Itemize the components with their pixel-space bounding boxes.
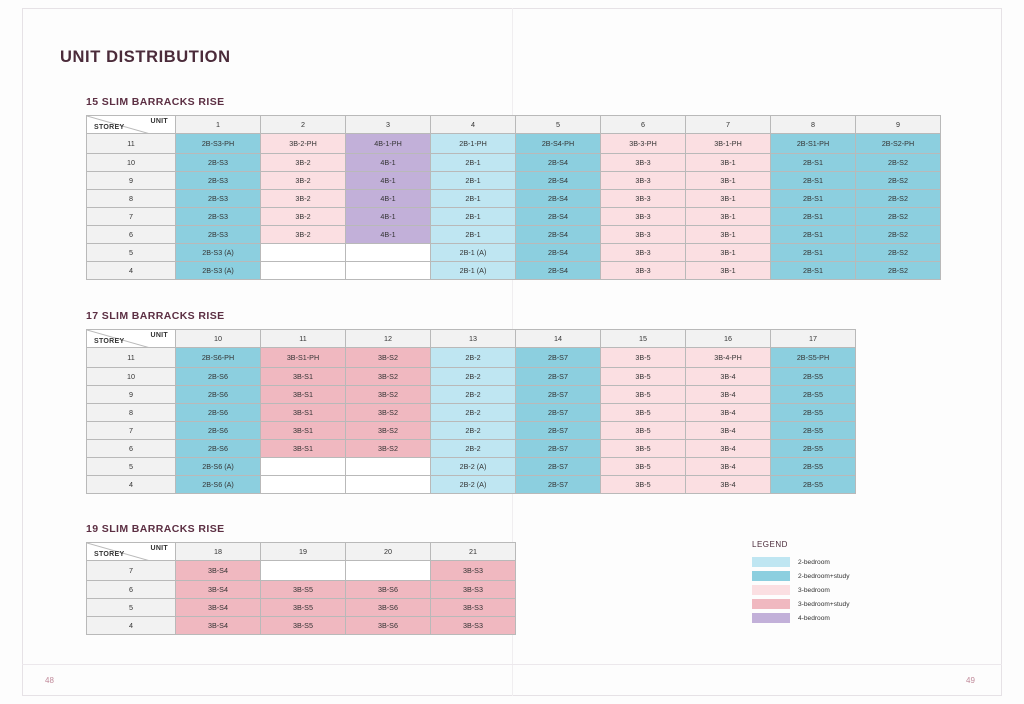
legend-swatch [752,599,790,609]
unit-cell: 3B-S6 [346,599,431,617]
unit-distribution-grid [86,542,516,635]
storey-label-cell: 7 [87,422,176,440]
unit-distribution-table-15 [86,115,941,280]
unit-cell-empty [346,262,431,280]
unit-cell: 3B-4 [686,422,771,440]
unit-cell: 3B-4-PH [686,348,771,368]
unit-cell: 3B-S1 [261,386,346,404]
unit-cell: 2B-S4 [516,172,601,190]
unit-cell: 2B-S2 [856,190,941,208]
table-row [87,617,516,635]
unit-cell-empty [261,476,346,494]
unit-cell: 3B-S5 [261,617,346,635]
unit-cell: 3B-3 [601,244,686,262]
table-row [87,476,856,494]
storey-label-cell: 6 [87,226,176,244]
unit-cell: 2B-S2 [856,208,941,226]
legend-label: 3-bedroom [798,586,830,594]
legend-rows [752,557,952,623]
table-row [87,386,856,404]
unit-column-header: 21 [431,543,516,561]
legend-swatch [752,613,790,623]
unit-cell: 2B-S4-PH [516,134,601,154]
storey-label-cell: 9 [87,172,176,190]
storey-label-cell: 10 [87,154,176,172]
unit-cell: 3B-5 [601,422,686,440]
unit-distribution-table-17 [86,329,856,494]
unit-cell: 3B-S1 [261,368,346,386]
unit-cell: 3B-S3 [431,617,516,635]
unit-cell: 3B-S3 [431,561,516,581]
unit-cell: 2B-S1 [771,208,856,226]
unit-cell-empty [261,262,346,280]
page-title: UNIT DISTRIBUTION [60,48,231,66]
unit-cell: 3B-3 [601,154,686,172]
unit-cell: 2B-S7 [516,404,601,422]
unit-cell: 2B-1 [431,172,516,190]
unit-column-header: 17 [771,330,856,348]
unit-cell: 2B-S5 [771,476,856,494]
unit-column-header: 9 [856,116,941,134]
unit-cell: 2B-S1 [771,172,856,190]
unit-cell: 2B-S2-PH [856,134,941,154]
unit-cell: 2B-2 [431,348,516,368]
unit-cell: 2B-2 [431,440,516,458]
storey-label-cell: 4 [87,262,176,280]
unit-cell: 2B-S3 [176,208,261,226]
unit-cell: 3B-S4 [176,581,261,599]
unit-cell: 2B-S5 [771,422,856,440]
unit-cell: 3B-S2 [346,422,431,440]
corner-storey-label: STOREY [94,551,125,558]
table-row [87,458,856,476]
unit-column-header: 13 [431,330,516,348]
storey-label-cell: 6 [87,581,176,599]
storey-label-cell: 4 [87,476,176,494]
unit-cell: 3B-S1 [261,422,346,440]
unit-cell: 3B-S6 [346,581,431,599]
unit-cell: 3B-3 [601,208,686,226]
unit-cell: 3B-4 [686,458,771,476]
unit-column-header: 11 [261,330,346,348]
legend-item [752,557,952,567]
storey-label-cell: 11 [87,134,176,154]
legend-swatch [752,571,790,581]
unit-cell: 3B-3 [601,262,686,280]
unit-cell: 3B-S4 [176,617,261,635]
unit-cell: 2B-2 [431,422,516,440]
unit-cell: 2B-S4 [516,208,601,226]
unit-column-header: 3 [346,116,431,134]
section-title: 15 SLIM BARRACKS RISE [86,96,225,108]
unit-cell: 2B-S3 [176,226,261,244]
storey-label-cell: 9 [87,386,176,404]
unit-cell: 2B-S3 [176,172,261,190]
storey-label-cell: 8 [87,190,176,208]
table-corner-header [87,330,176,348]
unit-cell: 3B-S2 [346,404,431,422]
unit-cell: 3B-1 [686,190,771,208]
unit-cell: 2B-S3-PH [176,134,261,154]
unit-column-header: 4 [431,116,516,134]
unit-cell: 4B-1-PH [346,134,431,154]
legend-swatch [752,585,790,595]
unit-cell: 3B-5 [601,348,686,368]
storey-label-cell: 7 [87,561,176,581]
unit-cell: 3B-2 [261,208,346,226]
unit-column-header: 15 [601,330,686,348]
unit-column-header: 12 [346,330,431,348]
storey-label-cell: 6 [87,440,176,458]
table-row [87,348,856,368]
table-row [87,244,941,262]
unit-cell: 3B-S2 [346,368,431,386]
unit-cell: 3B-S6 [346,617,431,635]
unit-cell: 3B-4 [686,440,771,458]
unit-column-header: 6 [601,116,686,134]
unit-column-header: 20 [346,543,431,561]
unit-cell: 2B-S5 [771,386,856,404]
unit-cell: 4B-1 [346,172,431,190]
unit-cell-empty [346,458,431,476]
unit-cell: 3B-S3 [431,581,516,599]
corner-unit-label: UNIT [150,332,168,339]
unit-column-header: 16 [686,330,771,348]
unit-cell: 3B-5 [601,440,686,458]
storey-label-cell: 8 [87,404,176,422]
unit-cell: 2B-S3 (A) [176,262,261,280]
unit-cell: 2B-S4 [516,262,601,280]
unit-cell: 3B-S2 [346,386,431,404]
unit-cell: 3B-1 [686,154,771,172]
unit-cell: 3B-5 [601,458,686,476]
table-row [87,599,516,617]
unit-column-header: 19 [261,543,346,561]
folio-left: 48 [45,676,54,685]
unit-cell: 2B-S1 [771,226,856,244]
unit-column-header: 18 [176,543,261,561]
unit-cell: 2B-S4 [516,154,601,172]
table-row [87,368,856,386]
legend-item [752,599,952,609]
unit-cell: 2B-S7 [516,476,601,494]
unit-cell: 2B-S6 [176,404,261,422]
unit-cell: 2B-S6 [176,368,261,386]
unit-cell: 3B-1 [686,226,771,244]
unit-cell: 3B-3 [601,172,686,190]
table-header-row [87,116,941,134]
unit-cell: 3B-4 [686,476,771,494]
table-row [87,172,941,190]
unit-column-header: 8 [771,116,856,134]
table-header-row [87,330,856,348]
unit-cell: 2B-S1 [771,190,856,208]
corner-storey-label: STOREY [94,124,125,131]
unit-column-header: 2 [261,116,346,134]
table-row [87,262,941,280]
storey-label-cell: 10 [87,368,176,386]
legend-item [752,571,952,581]
unit-cell: 2B-S6-PH [176,348,261,368]
legend-swatch [752,557,790,567]
table-row [87,581,516,599]
unit-cell: 2B-1 [431,208,516,226]
storey-label-cell: 5 [87,458,176,476]
table-row [87,404,856,422]
unit-column-header: 14 [516,330,601,348]
unit-cell: 2B-S6 (A) [176,476,261,494]
unit-cell: 2B-S1 [771,244,856,262]
unit-cell: 2B-S2 [856,262,941,280]
folio-right: 49 [966,676,975,685]
unit-column-header: 7 [686,116,771,134]
unit-cell: 3B-3-PH [601,134,686,154]
unit-cell: 3B-4 [686,368,771,386]
unit-cell: 3B-S5 [261,599,346,617]
unit-cell: 2B-1 [431,190,516,208]
unit-cell: 3B-1 [686,262,771,280]
unit-cell: 2B-S4 [516,244,601,262]
unit-cell: 2B-S1-PH [771,134,856,154]
unit-cell: 2B-S5 [771,440,856,458]
unit-distribution-table-19 [86,542,516,635]
unit-cell-empty [261,458,346,476]
unit-cell: 2B-S3 (A) [176,244,261,262]
unit-cell: 2B-1 [431,226,516,244]
legend-label: 2-bedroom [798,558,830,566]
legend-title: LEGEND [752,540,788,549]
table-row [87,134,941,154]
unit-cell: 2B-S7 [516,440,601,458]
unit-cell: 3B-S1 [261,440,346,458]
table-corner-header [87,116,176,134]
unit-cell: 2B-1-PH [431,134,516,154]
unit-cell: 2B-S3 [176,190,261,208]
unit-cell: 3B-5 [601,386,686,404]
unit-cell: 2B-1 (A) [431,244,516,262]
unit-cell: 2B-S6 [176,386,261,404]
unit-cell: 2B-S5-PH [771,348,856,368]
unit-cell: 3B-2 [261,172,346,190]
corner-storey-label: STOREY [94,338,125,345]
section-title: 17 SLIM BARRACKS RISE [86,310,225,322]
unit-cell: 3B-1-PH [686,134,771,154]
unit-column-header: 10 [176,330,261,348]
unit-cell-empty [346,244,431,262]
unit-cell: 2B-S6 (A) [176,458,261,476]
unit-cell-empty [346,561,431,581]
unit-cell: 3B-S1 [261,404,346,422]
unit-cell: 2B-S2 [856,226,941,244]
unit-cell: 3B-S5 [261,581,346,599]
unit-cell: 4B-1 [346,208,431,226]
unit-cell: 2B-S1 [771,154,856,172]
unit-cell: 4B-1 [346,154,431,172]
unit-cell: 2B-S5 [771,458,856,476]
unit-cell: 3B-1 [686,172,771,190]
section-title: 19 SLIM BARRACKS RISE [86,523,225,535]
table-row [87,208,941,226]
unit-cell: 2B-S7 [516,458,601,476]
legend [752,540,952,627]
storey-label-cell: 5 [87,599,176,617]
unit-cell: 2B-S3 [176,154,261,172]
footer-rule [22,664,1002,665]
storey-label-cell: 11 [87,348,176,368]
unit-cell: 2B-2 [431,386,516,404]
section-19-slim-barracks-rise [86,523,516,635]
table-row [87,440,856,458]
storey-label-cell: 7 [87,208,176,226]
unit-cell: 3B-S2 [346,440,431,458]
unit-cell: 2B-S6 [176,422,261,440]
section-17-slim-barracks-rise [86,310,856,494]
unit-cell: 2B-S5 [771,404,856,422]
legend-label: 2-bedroom+study [798,572,850,580]
unit-cell: 3B-S4 [176,561,261,581]
unit-cell-empty [261,561,346,581]
unit-cell: 3B-3 [601,190,686,208]
legend-item [752,585,952,595]
unit-cell: 3B-S4 [176,599,261,617]
section-15-slim-barracks-rise [86,96,941,280]
unit-cell: 3B-2-PH [261,134,346,154]
table-row [87,422,856,440]
table-row [87,226,941,244]
corner-unit-label: UNIT [150,118,168,125]
unit-cell: 2B-S6 [176,440,261,458]
unit-cell: 2B-S2 [856,154,941,172]
unit-cell: 3B-2 [261,226,346,244]
unit-cell: 2B-S2 [856,244,941,262]
table-row [87,154,941,172]
table-row [87,190,941,208]
unit-cell: 2B-1 [431,154,516,172]
unit-cell: 2B-S7 [516,422,601,440]
unit-distribution-grid [86,115,941,280]
unit-cell: 2B-1 (A) [431,262,516,280]
table-header-row [87,543,516,561]
unit-cell: 2B-2 [431,404,516,422]
unit-cell-empty [346,476,431,494]
unit-cell: 2B-S7 [516,348,601,368]
legend-item [752,613,952,623]
unit-cell: 3B-S3 [431,599,516,617]
storey-label-cell: 5 [87,244,176,262]
unit-cell: 2B-S7 [516,368,601,386]
unit-cell: 2B-2 (A) [431,458,516,476]
legend-label: 4-bedroom [798,614,830,622]
unit-cell: 2B-S7 [516,386,601,404]
unit-distribution-grid [86,329,856,494]
unit-cell: 3B-2 [261,154,346,172]
unit-cell: 2B-S1 [771,262,856,280]
unit-cell: 3B-S1-PH [261,348,346,368]
table-row [87,561,516,581]
unit-cell: 3B-4 [686,386,771,404]
unit-cell: 3B-2 [261,190,346,208]
unit-cell: 2B-S4 [516,226,601,244]
storey-label-cell: 4 [87,617,176,635]
unit-cell: 3B-1 [686,244,771,262]
unit-cell: 2B-S4 [516,190,601,208]
unit-cell: 2B-S2 [856,172,941,190]
unit-cell-empty [261,244,346,262]
corner-unit-label: UNIT [150,545,168,552]
unit-column-header: 5 [516,116,601,134]
table-corner-header [87,543,176,561]
legend-label: 3-bedroom+study [798,600,850,608]
unit-cell: 3B-5 [601,476,686,494]
unit-cell: 3B-S2 [346,348,431,368]
unit-column-header: 1 [176,116,261,134]
unit-cell: 2B-2 (A) [431,476,516,494]
unit-cell: 3B-1 [686,208,771,226]
unit-cell: 3B-5 [601,404,686,422]
unit-cell: 3B-4 [686,404,771,422]
unit-cell: 4B-1 [346,190,431,208]
unit-cell: 2B-S5 [771,368,856,386]
unit-cell: 3B-5 [601,368,686,386]
unit-cell: 4B-1 [346,226,431,244]
unit-cell: 3B-3 [601,226,686,244]
unit-cell: 2B-2 [431,368,516,386]
